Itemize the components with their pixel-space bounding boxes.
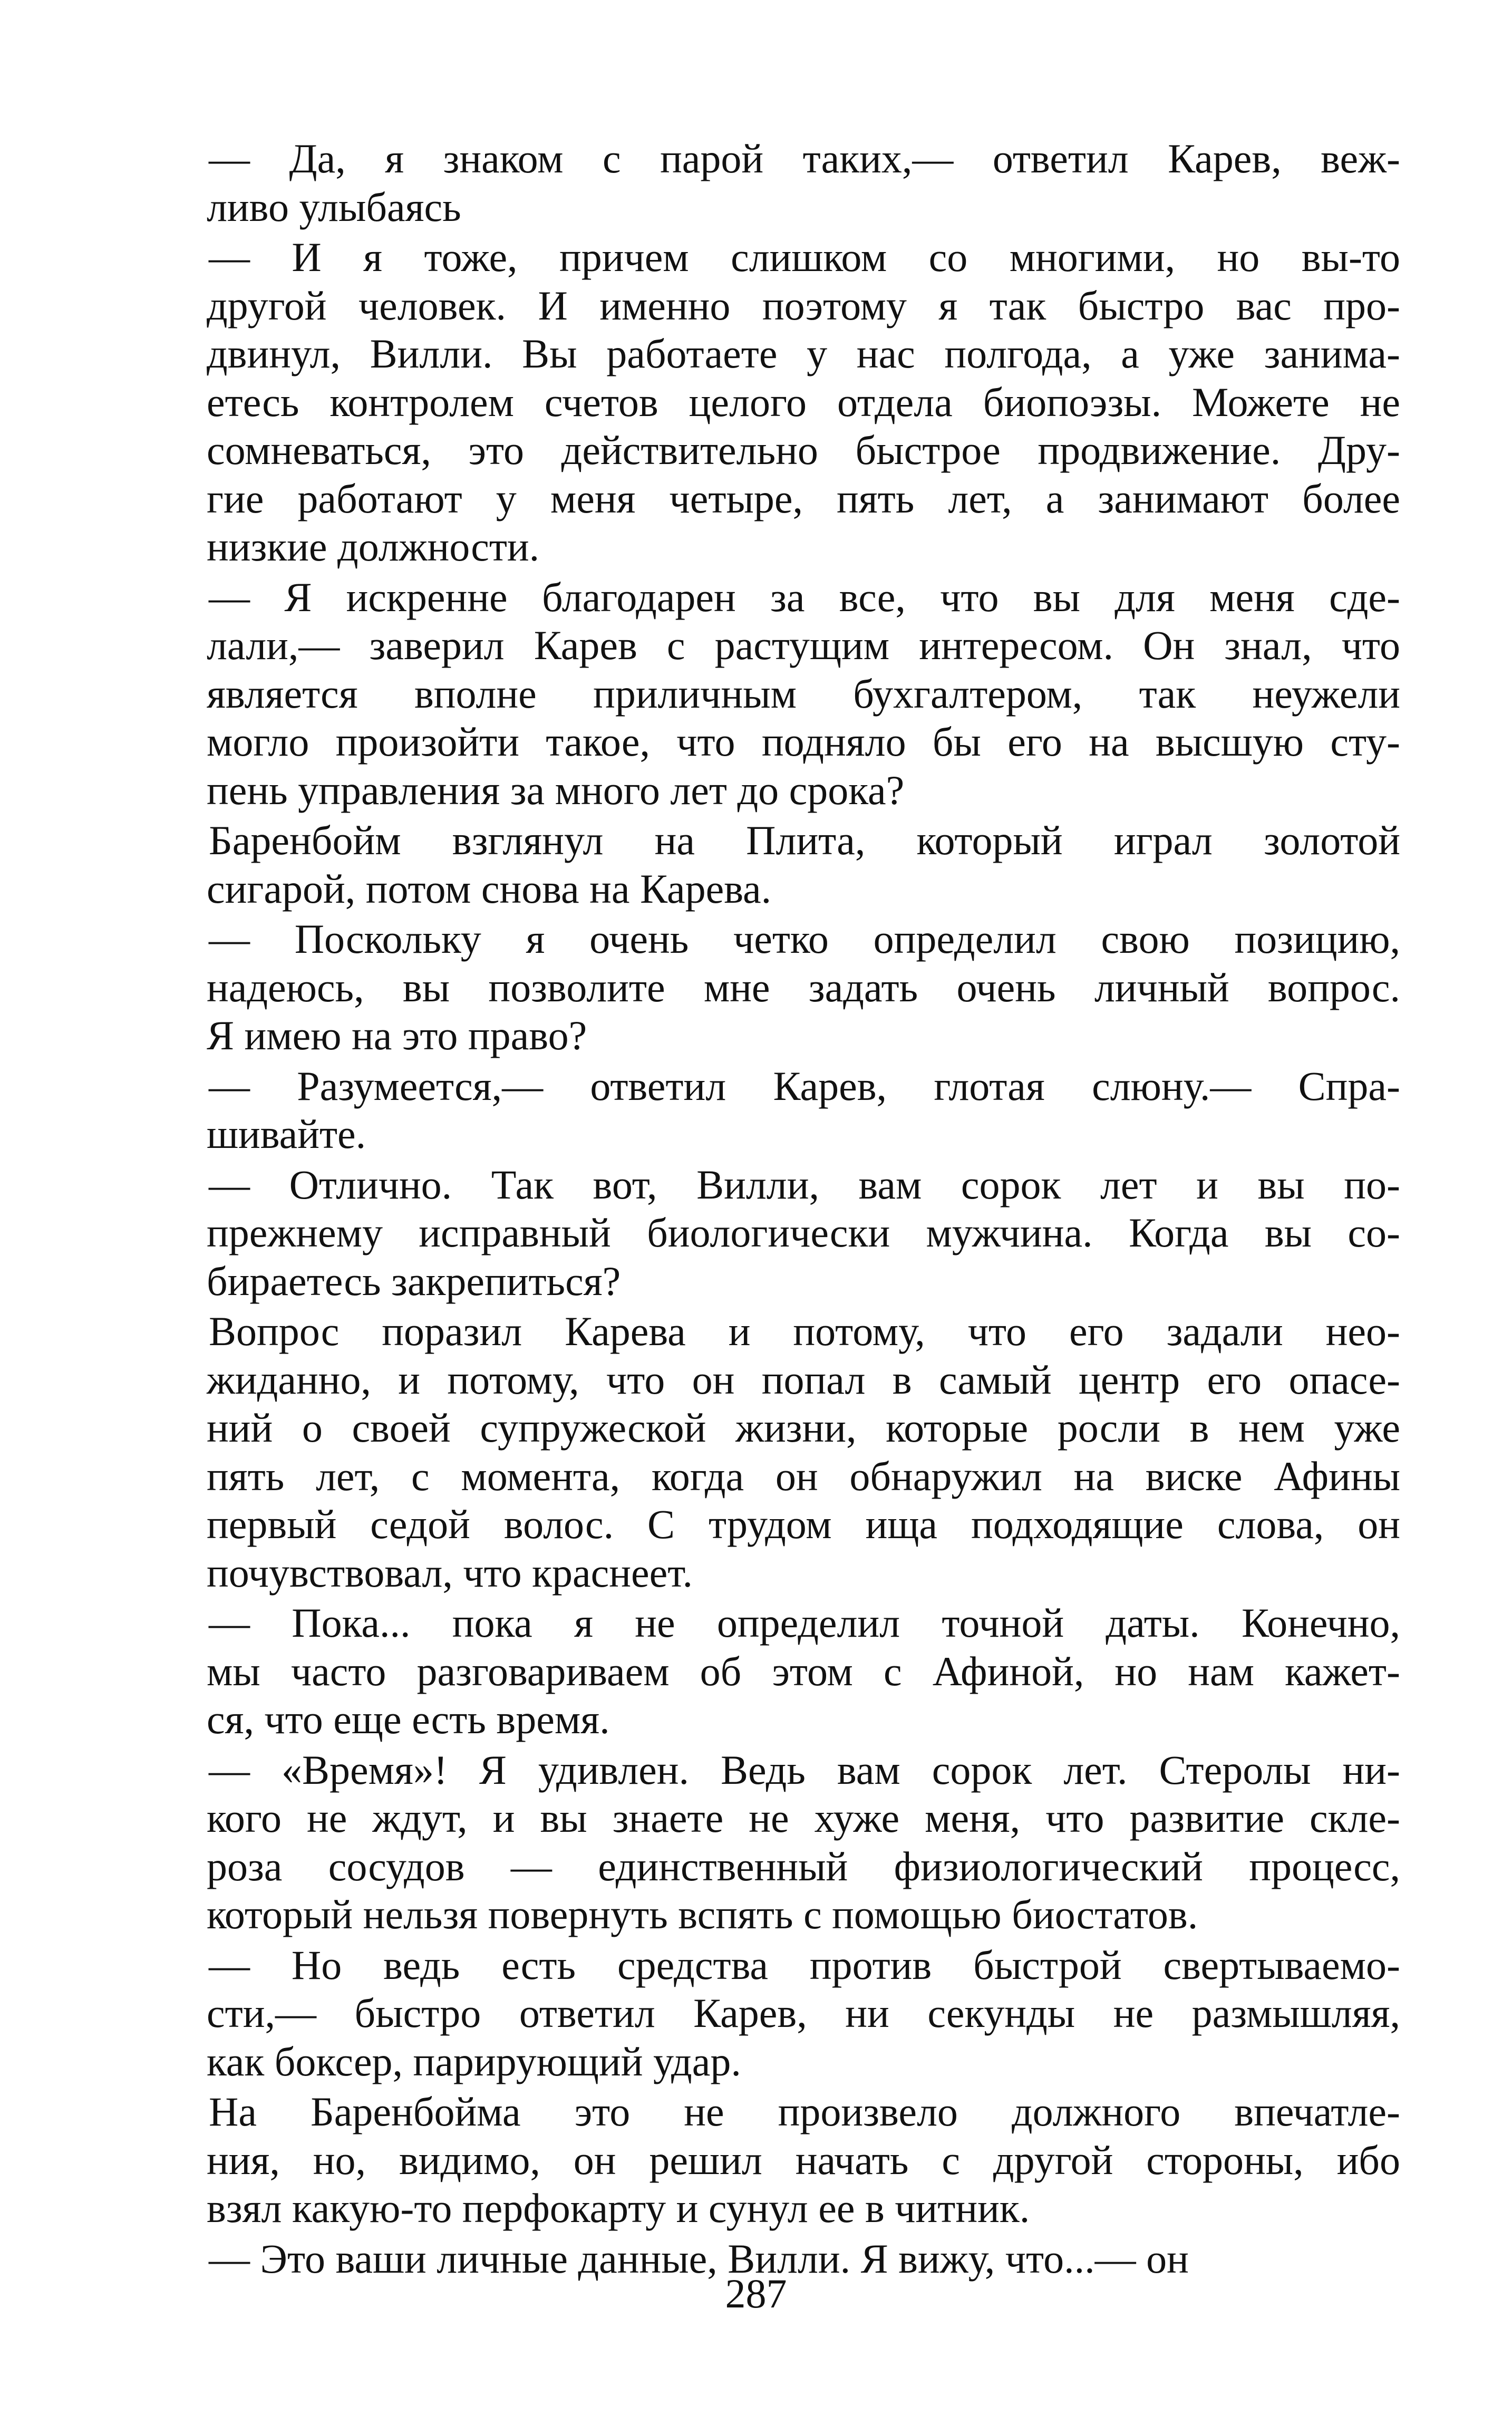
text-line: — Отлично. Так вот, Вилли, вам сорок лет и вы по- (209, 1161, 1400, 1208)
body-text (207, 134, 1400, 2283)
text-line: кого не ждут, и вы знаете не хуже меня, что развитие скле- (207, 1795, 1400, 1841)
text-line: сомневаться, это действительно быстрое продвижение. Дру- (207, 427, 1400, 473)
paragraph (207, 134, 1400, 231)
paragraph (207, 573, 1400, 815)
text-line: Я имею на это право? (207, 1012, 587, 1058)
text-line: — Да, я знаком с парой таких,— ответил Карев, веж- (209, 136, 1400, 181)
paragraph (207, 2088, 1400, 2233)
paragraph (207, 1161, 1400, 1306)
paragraph (207, 1746, 1400, 1939)
text-line: могло произойти такое, что подняло бы его на высшую сту- (207, 719, 1400, 765)
text-line: низкие должности. (207, 524, 540, 569)
text-line: жиданно, и потому, что он попал в самый центр его опасе- (207, 1356, 1400, 1403)
paragraph (207, 1062, 1400, 1158)
text-line: — Пока... пока я не определил точной даты. Конечно, (209, 1600, 1400, 1646)
text-line: прежнему исправный биологически мужчина. Когда вы со- (207, 1210, 1400, 1255)
paragraph (207, 816, 1400, 913)
text-line: взял какую-то перфокарту и сунул ее в читник. (207, 2185, 1030, 2231)
text-line: лали,— заверил Карев с растущим интересом. Он знал, что (207, 622, 1400, 668)
text-line: сти,— быстро ответил Карев, ни секунды не размышляя, (207, 1990, 1400, 2036)
text-line: На Баренбойма это не произвело должного впечатле- (209, 2089, 1400, 2134)
text-line: почувствовал, что краснеет. (207, 1549, 693, 1596)
text-line: — Поскольку я очень четко определил свою позицию, (209, 916, 1400, 962)
text-line: гие работают у меня четыре, пять лет, а занимают более (207, 475, 1400, 521)
text-line: сигарой, потом снова на Карева. (207, 865, 772, 912)
text-line: Баренбойм взглянул на Плита, который играл золотой (209, 817, 1400, 863)
text-line: пень управления за много лет до срока? (207, 767, 905, 813)
text-line: — Но ведь есть средства против быстрой свертываемо- (209, 1942, 1400, 1988)
text-line: шивайте. (207, 1111, 366, 1157)
paragraph (207, 915, 1400, 1060)
text-line: ливо улыбаясь (207, 183, 461, 230)
text-line: первый седой волос. С трудом ища подходящие слова, он (207, 1501, 1400, 1547)
page-number: 287 (725, 2271, 787, 2316)
text-line: является вполне приличным бухгалтером, так неужели (207, 670, 1400, 717)
text-line: етесь контролем счетов целого отдела биопоэзы. Можете не (207, 379, 1400, 425)
paragraph (207, 1307, 1400, 1597)
text-line: — «Время»! Я удивлен. Ведь вам сорок лет. Стеролы ни- (209, 1746, 1400, 1793)
text-line: — Разумеется,— ответил Карев, глотая слюну.— Спра- (209, 1063, 1400, 1109)
text-line: надеюсь, вы позволите мне задать очень личный вопрос. (207, 964, 1400, 1010)
text-line: ний о своей супружеской жизни, которые росли в нем уже (207, 1405, 1400, 1451)
text-line: который нельзя повернуть вспять с помощью биостатов. (207, 1891, 1198, 1937)
text-line: ния, но, видимо, он решил начать с другой стороны, ибо (207, 2137, 1400, 2183)
paragraph (207, 1941, 1400, 2086)
text-line: ся, что еще есть время. (207, 1696, 610, 1742)
text-line: Вопрос поразил Карева и потому, что его задали нео- (209, 1308, 1400, 1354)
text-line: — Я искренне благодарен за все, что вы для меня сде- (209, 574, 1400, 620)
paragraph (207, 1599, 1400, 1744)
text-line: — Это ваши личные данные, Вилли. Я вижу, что...— он (209, 2235, 1189, 2282)
text-line: другой человек. И именно поэтому я так быстро вас про- (207, 282, 1400, 329)
text-line: бираетесь закрепиться? (207, 1258, 621, 1304)
text-line: мы часто разговариваем об этом с Афиной, но нам кажет- (207, 1648, 1400, 1694)
text-line: — И я тоже, причем слишком со многими, но вы-то (209, 234, 1400, 280)
paragraph (207, 233, 1400, 571)
text-line: как боксер, парирующий удар. (207, 2038, 741, 2084)
text-line: роза сосудов — единственный физиологический процесс, (207, 1843, 1400, 1889)
text-line: пять лет, с момента, когда он обнаружил на виске Афины (207, 1453, 1400, 1499)
text-line: двинул, Вилли. Вы работаете у нас полгода, а уже занима- (207, 331, 1400, 376)
